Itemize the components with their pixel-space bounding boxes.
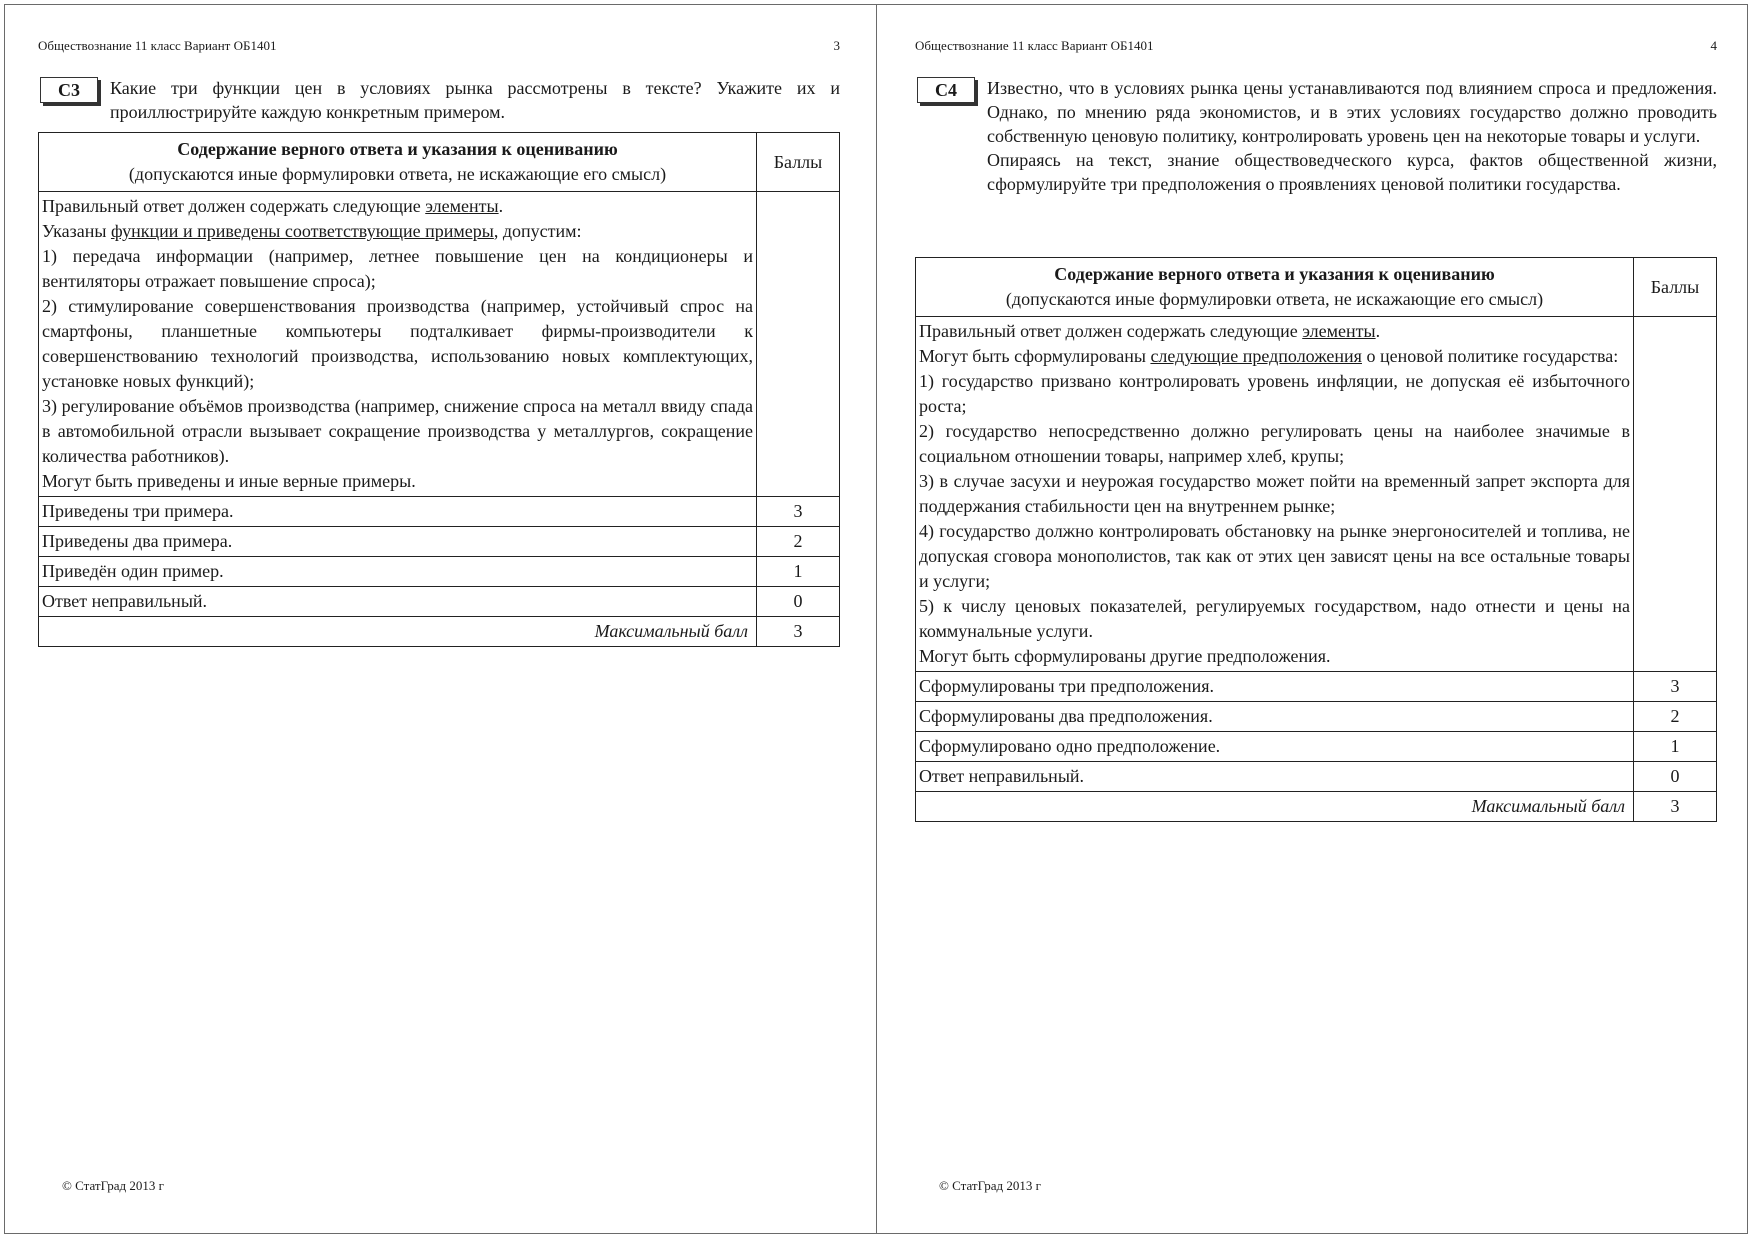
question-text: Какие три функции цен в условиях рынка рассмотрены в тексте? Укажите их и проиллюстрируйте каждую конкретным примером. — [110, 78, 840, 122]
max-score-points: 3 — [757, 617, 840, 647]
header-main: Содержание верного ответа и указания к оцениванию — [1054, 264, 1495, 284]
score-row — [916, 732, 1717, 762]
score-label: Сформулировано одно предположение. — [916, 732, 1634, 762]
table-header-content — [39, 133, 757, 192]
header-sub: (допускаются иные формулировки ответа, не искажающие его смысл) — [128, 164, 667, 184]
max-score-row — [916, 792, 1717, 822]
task-c3 — [40, 76, 840, 124]
score-points: 2 — [1634, 702, 1717, 732]
max-score-points: 3 — [1634, 792, 1717, 822]
answer-content — [916, 317, 1634, 672]
answer-item: 4) государство должно контролировать обстановку на рынке энергоносителей и топлива, не допуская сговора монополистов, так как от этих цен зависят цены на все остальные товары и услуги; — [919, 521, 1630, 591]
score-points: 1 — [757, 557, 840, 587]
task-question — [987, 76, 1717, 196]
answer-closing: Могут быть приведены и иные верные примеры. — [42, 471, 416, 491]
score-points: 0 — [757, 587, 840, 617]
score-label: Ответ неправильный. — [39, 587, 757, 617]
score-points: 2 — [757, 527, 840, 557]
question-paragraph-2: Опираясь на текст, знание обществоведческого курса, фактов общественной жизни, сформулируйте три предположения о проявлениях ценовой политики государства. — [987, 150, 1717, 194]
page-header — [38, 38, 840, 54]
answer-item: 3) в случае засухи и неурожая государство может пойти на временный запрет экспорта для поддержания стабильности цен на внутреннем рынке; — [919, 471, 1630, 516]
score-points: 1 — [1634, 732, 1717, 762]
page-number: 3 — [833, 38, 840, 53]
page-4 — [877, 0, 1752, 1239]
answer-item: 2) стимулирование совершенствования производства (например, устойчивый спрос на смартфоны, планшетные компьютеры подталкивает фирмы-производители к совершенствованию технологий производства, использованию новых комплектующих, установке новых функций); — [42, 296, 753, 391]
task-c4 — [917, 76, 1717, 196]
answer-intro: Правильный ответ должен содержать следующие элементы. — [919, 321, 1381, 341]
page-header — [915, 38, 1717, 54]
answer-line2: Указаны функции и приведены соответствующие примеры, допустим: — [42, 221, 582, 241]
answer-points-empty — [1634, 317, 1717, 672]
score-row — [916, 672, 1717, 702]
score-label: Приведены два примера. — [39, 527, 757, 557]
answer-item: 1) передача информации (например, летнее повышение цен на кондиционеры и вентиляторы отражает повышение спроса); — [42, 246, 753, 291]
question-paragraph-1: Известно, что в условиях рынка цены устанавливаются под влиянием спроса и предложения. Однако, по мнению ряда экономистов, и в этих условиях государство должно проводить собственную ценовую политику, контролировать уровень цен на некоторые товары и услуги. — [987, 78, 1717, 146]
score-points: 0 — [1634, 762, 1717, 792]
score-label: Приведён один пример. — [39, 557, 757, 587]
header-sub: (допускаются иные формулировки ответа, не искажающие его смысл) — [1005, 289, 1544, 309]
criteria-table — [915, 257, 1717, 822]
header-title: Обществознание 11 класс Вариант ОБ1401 — [38, 38, 277, 53]
score-label: Сформулированы три предположения. — [916, 672, 1634, 702]
header-title: Обществознание 11 класс Вариант ОБ1401 — [915, 38, 1154, 53]
table-header-content — [916, 258, 1634, 317]
page-3 — [0, 0, 875, 1239]
score-row — [39, 587, 840, 617]
page-footer: © СтатГрад 2013 г — [62, 1178, 164, 1193]
header-main: Содержание верного ответа и указания к оцениванию — [177, 139, 618, 159]
max-score-row — [39, 617, 840, 647]
score-row — [39, 497, 840, 527]
score-row — [39, 557, 840, 587]
page-number: 4 — [1710, 38, 1717, 53]
score-points: 3 — [1634, 672, 1717, 702]
header-points: Баллы — [1634, 258, 1717, 317]
answer-line2: Могут быть сформулированы следующие предположения о ценовой политике государства: — [919, 346, 1619, 366]
score-points: 3 — [757, 497, 840, 527]
answer-points-empty — [757, 192, 840, 497]
answer-item: 3) регулирование объёмов производства (например, снижение спроса на металл ввиду спада в автомобильной отрасли вызывает сокращение производства у металлургов, сокращение количества работников). — [42, 396, 753, 466]
criteria-table — [38, 132, 840, 647]
max-score-label: Максимальный балл — [916, 792, 1634, 822]
header-points: Баллы — [757, 133, 840, 192]
page-footer: © СтатГрад 2013 г — [939, 1178, 1041, 1193]
task-id-badge: С4 — [917, 77, 975, 103]
score-label: Приведены три примера. — [39, 497, 757, 527]
score-row — [916, 702, 1717, 732]
answer-item: 5) к числу ценовых показателей, регулируемых государством, надо отнести и цены на коммунальные услуги. — [919, 596, 1630, 641]
max-score-label: Максимальный балл — [39, 617, 757, 647]
task-question — [110, 76, 840, 124]
score-row — [39, 527, 840, 557]
score-label: Ответ неправильный. — [916, 762, 1634, 792]
score-label: Сформулированы два предположения. — [916, 702, 1634, 732]
answer-intro: Правильный ответ должен содержать следующие элементы. — [42, 196, 504, 216]
answer-closing: Могут быть сформулированы другие предположения. — [919, 646, 1331, 666]
answer-content — [39, 192, 757, 497]
score-row — [916, 762, 1717, 792]
task-id-badge: С3 — [40, 77, 98, 103]
answer-item: 2) государство непосредственно должно регулировать цены на наиболее значимые в социальном отношении товары, например хлеб, крупы; — [919, 421, 1630, 466]
answer-item: 1) государство призвано контролировать уровень инфляции, не допуская её избыточного роста; — [919, 371, 1630, 416]
